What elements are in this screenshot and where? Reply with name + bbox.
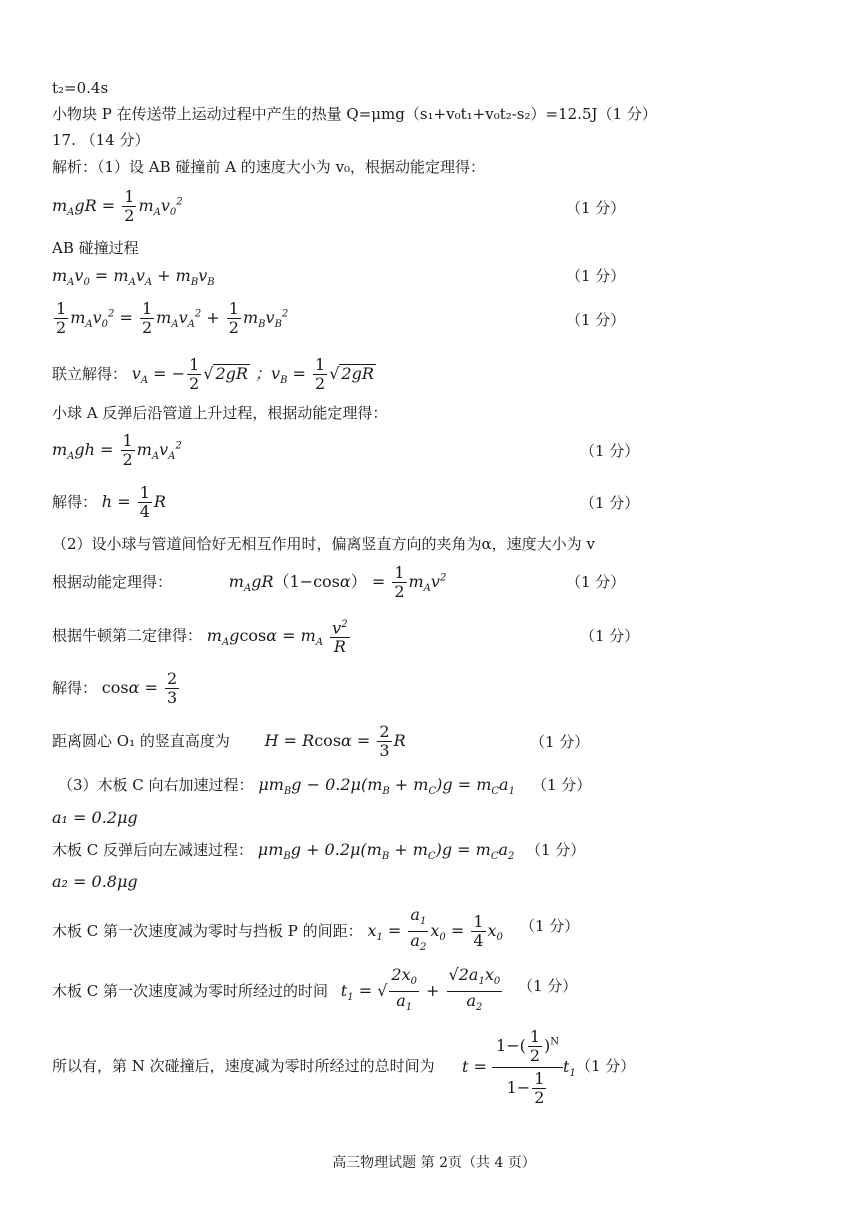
total-time-equation: t = 1−( $\frac{1}{2}$ )$^N$ 1− $\frac{1}{2}$ $t_1$ [462, 1027, 576, 1107]
points-eq5: （1 分） [580, 494, 640, 512]
solve-cos: 解得： cosα = $\frac{2}{3}$ [52, 669, 178, 707]
rebound-c-line: 木板 C 反弹后向左减速过程： $\mu m_Bg + 0.2\mu(m_B + m_C)g = m_Ca_2$ [52, 840, 515, 863]
points-eq8: （1 分） [530, 733, 590, 751]
points-eq3: （1 分） [566, 311, 626, 329]
t2-line: t₂=0.4s [52, 79, 109, 97]
height-line: 距离圆心 O₁ 的竖直高度为 H = Rcosα = $\frac{2}{3}$ R [52, 722, 406, 760]
points-eq2: （1 分） [566, 267, 626, 285]
rebound-line: 小球 A 反弹后沿管道上升过程，根据动能定理得： [52, 404, 388, 422]
points-eq7: （1 分） [580, 627, 640, 645]
points-eq11: （1 分） [520, 917, 580, 935]
solve-h-label: 解得： [52, 493, 98, 511]
rebound-c-label: 木板 C 反弹后向左减速过程： [52, 841, 254, 859]
points-eq1: （1 分） [566, 199, 626, 217]
equation-rise: $m_Agh$ = $\frac{1}{2}$ $m_Av_A^2$ [52, 431, 182, 469]
a1-value: a₁ = 0.2μg [52, 808, 138, 827]
equation-energy-a: $m_AgR$ = $\frac{1}{2}$ $m_Av_0^2$ [52, 187, 183, 225]
newton-line: 根据牛顿第二定律得： $m_Agcos\alpha = m_A$ $\frac{v^2}{R}$ [52, 616, 352, 656]
equation-momentum: $m_Av_0 = m_Av_A + m_Bv_B$ [52, 266, 215, 289]
height-label: 距离圆心 O₁ 的竖直高度为 [52, 732, 230, 750]
total-time-line: 所以有，第 N 次碰撞后，速度减为零时所经过的总时间为 [52, 1057, 435, 1075]
solve-h: 解得： h = $\frac{1}{4}$ R [52, 483, 166, 521]
a2-value: a₂ = 0.8μg [52, 872, 138, 891]
points-eq10: （1 分） [526, 841, 586, 859]
points-eq12: （1 分） [518, 977, 578, 995]
points-eq13: （1 分） [576, 1057, 636, 1075]
solve-velocities: 联立解得： $v_A$ = − $\frac{1}{2}$ √ 2gR ；$v_B$ = $\frac{1}{2}$ √ 2gR [52, 355, 374, 393]
first-time-line: 木板 C 第一次速度减为零时所经过的时间 $t_1$ = √ $\frac{2x_0}{a_1}$ + $\frac{√2a_1x_0}{a_2}$ [52, 965, 501, 1014]
first-distance-line: 木板 C 第一次速度减为零时与挡板 P 的间距： $x_1$ = $\frac{a_1}{a_2}$ $x_0$ = $\frac{1}{4}$ $x_0$ [52, 905, 503, 954]
first-distance-label: 木板 C 第一次速度减为零时与挡板 P 的间距： [52, 922, 363, 941]
page-footer: 高三物理试题 第 2页（共 4 页） [332, 1155, 536, 1171]
analysis-part1: 解析：（1）设 AB 碰撞前 A 的速度大小为 v₀，根据动能定理得： [52, 158, 486, 176]
points-eq6: （1 分） [566, 573, 626, 591]
solve-cos-label: 解得： [52, 679, 98, 697]
first-time-label: 木板 C 第一次速度减为零时所经过的时间 [52, 982, 329, 1001]
part3-line: （3）木板 C 向右加速过程： $\mu m_Bg - 0.2\mu(m_B + m_C)g = m_Ca_1$ [58, 775, 515, 798]
part3-label: （3）木板 C 向右加速过程： [58, 776, 254, 794]
newton2-label: 根据牛顿第二定律得： [52, 626, 203, 645]
solve1-label: 联立解得： [52, 365, 128, 383]
energy-theorem-label: 根据动能定理得： [52, 573, 173, 591]
energy-theorem-line: 根据动能定理得： $m_AgR(1-\cos\alpha)$ = $\frac{1}{2}$ $m_Av^2$ [52, 563, 447, 601]
question-17-heading: 17. （14 分） [52, 131, 150, 149]
equation-energy-conservation: $\frac{1}{2}$ $m_Av_0^2$ = $\frac{1}{2}$ $m_Av_A^2$ + $\frac{1}{2}$ $m_Bv_B^2$ [56, 299, 289, 337]
points-eq4: （1 分） [580, 442, 640, 460]
heat-line: 小物块 P 在传送带上运动过程中产生的热量 Q=μmg（s₁+v₀t₁+v₀t₂-s₂）=12.5J（1 分） [52, 105, 657, 123]
points-eq9: （1 分） [532, 776, 592, 794]
part2-line: （2）设小球与管道间恰好无相互作用时，偏离竖直方向的夹角为α，速度大小为 v [52, 535, 595, 553]
ab-collision-label: AB 碰撞过程 [52, 239, 139, 257]
